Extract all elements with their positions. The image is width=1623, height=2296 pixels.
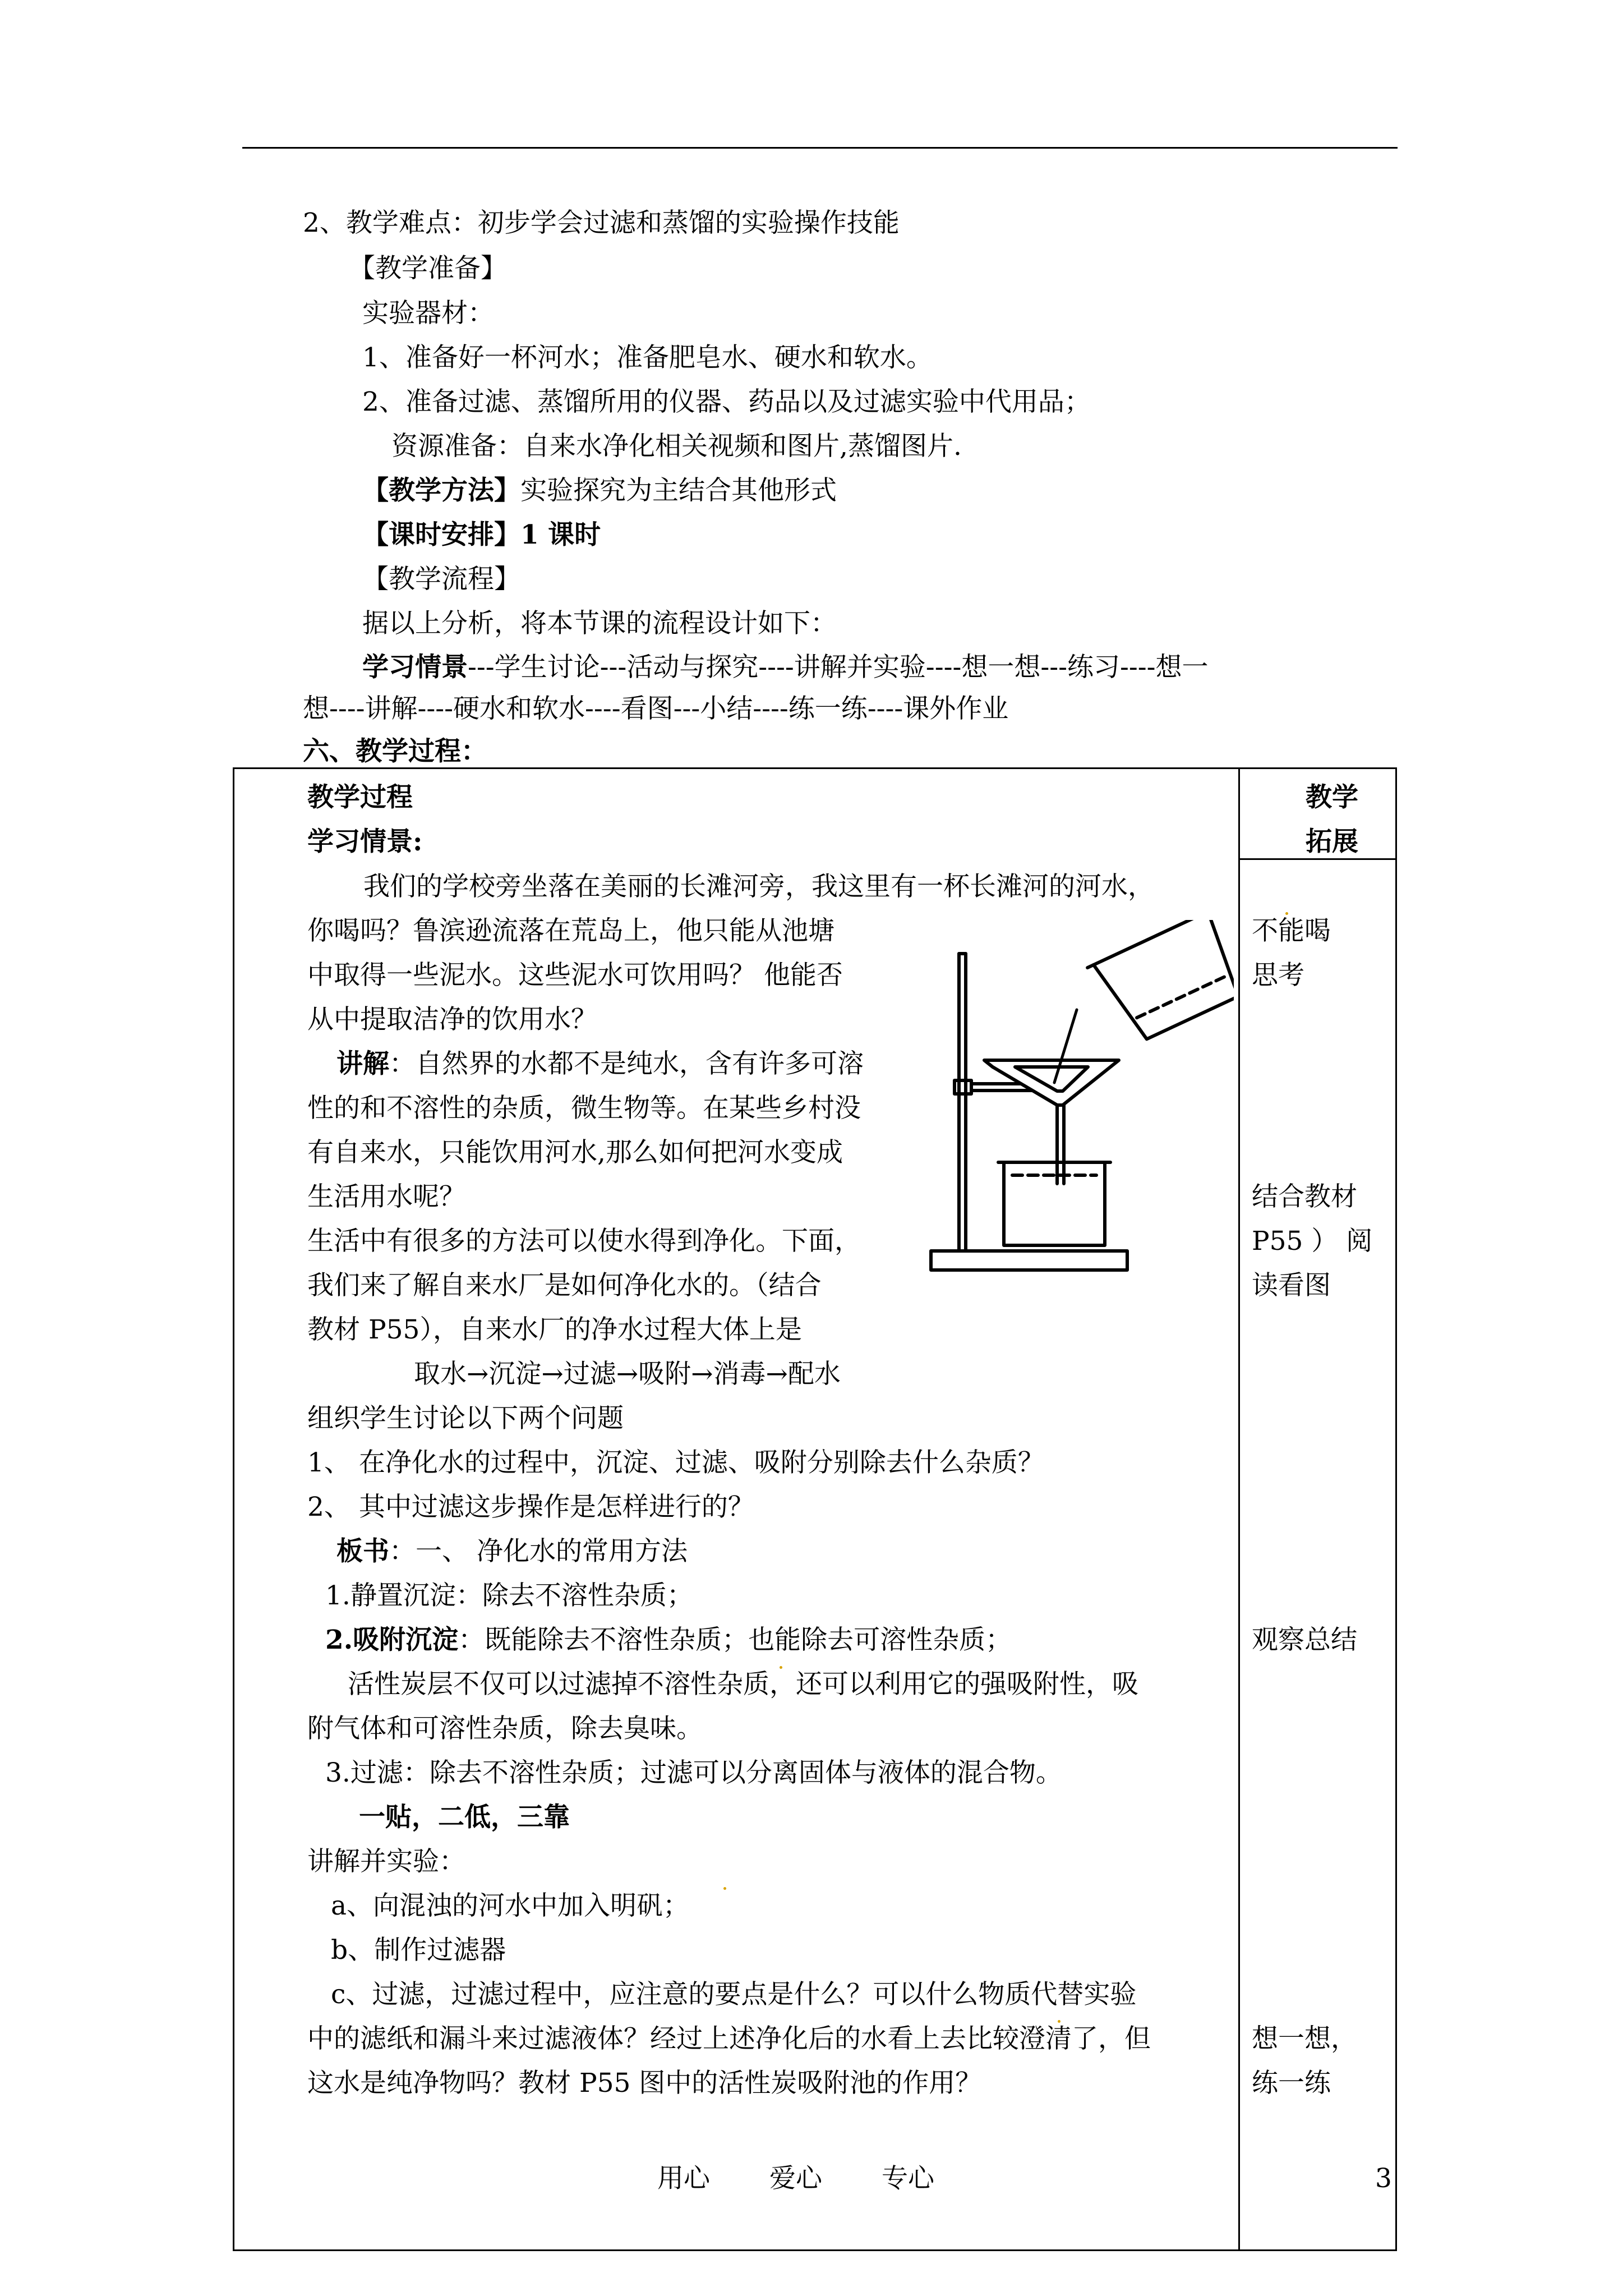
explain-line-2: 性的和不溶性的杂质，微生物等。在某些乡村没	[307, 1093, 861, 1124]
explain-text: ：自然界的水都不是纯水，含有许多可溶	[389, 1048, 864, 1079]
table-left-border	[233, 767, 234, 2251]
prep-heading: 【教学准备】	[349, 253, 507, 284]
table-header-process: 教学过程	[307, 782, 413, 813]
filtration-rule: 一贴，二低，三靠	[359, 1802, 570, 1833]
schedule-text: 1 课时	[520, 519, 601, 550]
para1-line-4: 从中提取洁净的饮用水？	[307, 1004, 597, 1035]
table-right-border	[1395, 767, 1397, 2251]
side-note-3: 观察总结	[1252, 1625, 1357, 1655]
discussion-intro: 组织学生讨论以下两个问题	[307, 1403, 624, 1434]
footer-motto-2: 爱心	[769, 2163, 822, 2194]
question-2: 2、 其中过滤这步操作是怎样进行的？	[307, 1492, 754, 1522]
flow-intro: 据以上分析，将本节课的流程设计如下：	[362, 608, 837, 639]
carbon-line-2: 附气体和可溶性杂质，除去臭味。	[307, 1713, 703, 1744]
method-line	[362, 477, 837, 504]
table-header-extension-2: 拓展	[1306, 826, 1358, 857]
question-1: 1、 在净化水的过程中，沉淀、过滤、吸附分别除去什么杂质？	[307, 1447, 1044, 1478]
explain-line-3: 有自来水，只能饮用河水,那么如何把河水变成	[307, 1137, 843, 1168]
flow-heading: 【教学流程】	[362, 564, 520, 595]
table-top-border	[233, 767, 1397, 769]
board-text: ：一、 净化水的常用方法	[389, 1536, 688, 1567]
explain-line-4: 生活用水呢？	[307, 1181, 465, 1212]
method-label: 【教学方法】	[362, 475, 520, 506]
step-b: b、制作过滤器	[331, 1935, 506, 1966]
annotation-mark	[1285, 912, 1288, 915]
equipment-item-1: 1、准备好一杯河水；准备肥皂水、硬水和软水。	[362, 342, 933, 373]
flow-line-2: 想----讲解----硬水和软水----看图---小结----练一练----课外作业	[303, 693, 1009, 724]
equipment-label: 实验器材：	[362, 298, 494, 329]
method-2	[325, 1627, 1012, 1653]
footer-motto-1: 用心	[657, 2163, 710, 2194]
resources-line: 资源准备：自来水净化相关视频和图片,蒸馏图片.	[391, 431, 962, 462]
method-2-text: ：既能除去不溶性杂质；也能除去可溶性杂质；	[458, 1625, 1012, 1655]
difficulty-line: 2、教学难点：初步学会过滤和蒸馏的实验操作技能	[303, 208, 900, 238]
page-number: 3	[1375, 2163, 1392, 2194]
table-bottom-border	[233, 2249, 1397, 2251]
side-note-4b: 练一练	[1252, 2068, 1331, 2099]
process-chain: 取水→沉淀→过滤→吸附→消毒→配水	[414, 1359, 841, 1389]
method-2-label: 2.吸附沉淀	[325, 1625, 459, 1655]
experiment-label: 讲解并实验：	[307, 1846, 465, 1877]
flow-rest: ---学生讨论---活动与探究----讲解并实验----想一想---练习----想一	[468, 652, 1209, 683]
method-text: 实验探究为主结合其他形式	[520, 475, 837, 506]
method-1: 1.静置沉淀：除去不溶性杂质；	[325, 1580, 693, 1611]
explain-line-1	[336, 1048, 864, 1079]
step-c-line-2: 中的滤纸和漏斗来过滤液体？经过上述净化后的水看上去比较澄清了，但	[307, 2023, 1151, 2054]
step-a: a、向混浊的河水中加入明矾；	[331, 1890, 690, 1921]
table-column-divider	[1238, 767, 1240, 2251]
side-note-1a: 不能喝	[1252, 915, 1331, 946]
section-six-heading: 六、教学过程：	[303, 736, 487, 767]
annotation-mark	[723, 1887, 726, 1890]
side-note-2b: P55 ） 阅	[1252, 1226, 1373, 1257]
side-note-1b: 思考	[1252, 960, 1304, 991]
schedule-line	[362, 519, 601, 550]
life-line-1: 生活中有很多的方法可以使水得到净化。下面，	[307, 1226, 861, 1257]
flow-start: 学习情景	[362, 652, 468, 683]
life-line-3: 教材 P55），自来水厂的净水过程大体上是	[307, 1314, 802, 1345]
method-3: 3.过滤：除去不溶性杂质；过滤可以分离固体与液体的混合物。	[325, 1757, 1062, 1788]
para1-line-3: 中取得一些泥水。这些泥水可饮用吗？ 他能否	[307, 960, 843, 991]
board-label: 板书	[336, 1536, 389, 1567]
side-note-2a: 结合教材	[1252, 1181, 1357, 1212]
side-note-4a: 想一想，	[1252, 2023, 1357, 2054]
schedule-label: 【课时安排】	[362, 519, 520, 550]
table-header-divider	[1238, 858, 1397, 860]
table-header-extension-1: 教学	[1306, 782, 1358, 813]
side-note-2c: 读看图	[1252, 1270, 1331, 1301]
table-header-scenario: 学习情景:	[307, 826, 423, 857]
header-rule	[242, 147, 1398, 149]
para1-line-2: 你喝吗？鲁滨逊流落在荒岛上，他只能从池塘	[307, 915, 834, 946]
step-c-line-3: 这水是纯净物吗？教材 P55 图中的活性炭吸附池的作用？	[307, 2068, 982, 2099]
filtration-apparatus-icon	[920, 920, 1234, 1279]
carbon-line-1: 活性炭层不仅可以过滤掉不溶性杂质，还可以利用它的强吸附性，吸	[348, 1669, 1138, 1700]
annotation-mark	[780, 1666, 782, 1669]
step-c-line-1: c、过滤，过滤过程中，应注意的要点是什么？可以什么物质代替实验	[331, 1979, 1137, 2010]
annotation-mark	[1058, 2020, 1061, 2023]
life-line-2: 我们来了解自来水厂是如何净化水的。（结合	[307, 1270, 822, 1301]
flow-line-1	[362, 652, 1209, 683]
para1-line-1: 我们的学校旁坐落在美丽的长滩河旁，我这里有一杯长滩河的河水，	[363, 871, 1154, 902]
footer-motto-3: 专心	[882, 2163, 934, 2194]
equipment-item-2: 2、准备过滤、蒸馏所用的仪器、药品以及过滤实验中代用品；	[362, 386, 1091, 417]
explain-label: 讲解	[336, 1048, 389, 1079]
board-line	[336, 1538, 688, 1565]
